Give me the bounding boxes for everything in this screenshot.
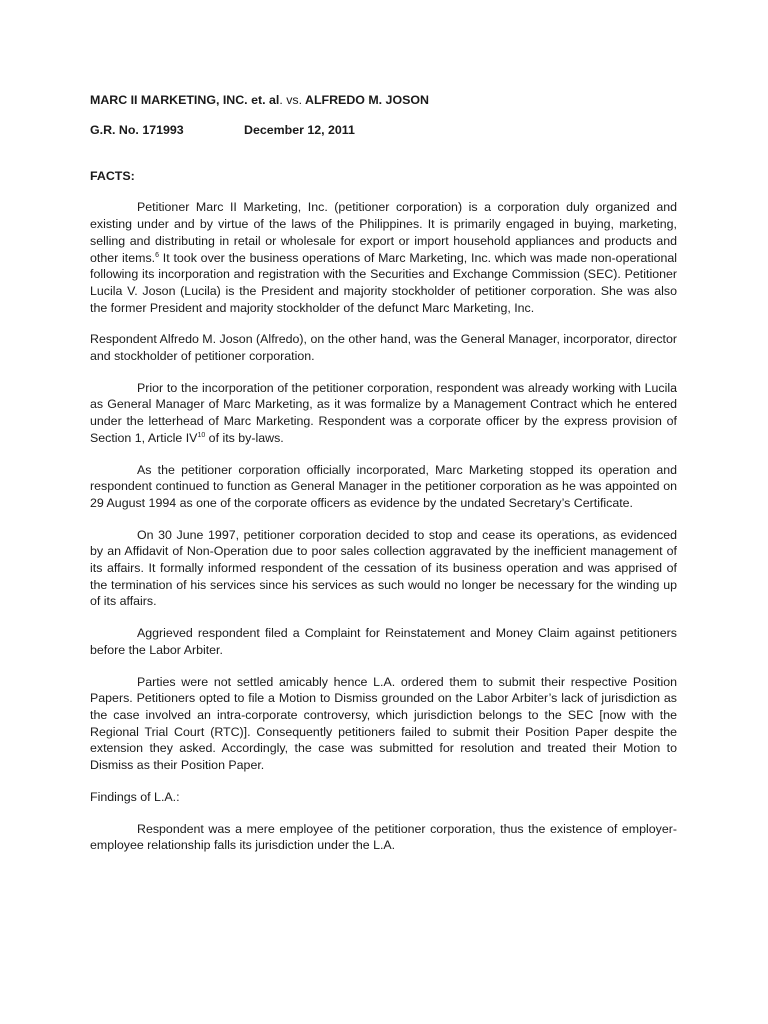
findings-heading: Findings of L.A.: [90,789,180,804]
paragraph-incorporated: As the petitioner corporation officially incorporated, Marc Marketing stopped its operation and respondent continued to function as General Manager in the petitioner corporation as he was appointed on 29 August 1994 as one of the corporate officers as evidence by the undated Secretary’s Certificate. [90,462,677,510]
footnote-ref: 6 [155,251,159,259]
paragraph-cessation: On 30 June 1997, petitioner corporation decided to stop and cease its operations, as evidenced by an Affidavit of Non-Operation due to poor sales collection aggravated by the inefficient management of its affairs. It formally informed respondent of the cessation of its business operation and was apprised of the termination of his services since his services as such would no longer be necessary for the winding up of its affairs. [90,527,677,609]
case-title [90,92,677,109]
case-reference [90,122,677,139]
case-title-petitioner: MARC II MARKETING, INC. et. al [90,93,280,107]
paragraph-position-papers: Parties were not settled amicably hence L.A. ordered them to submit their respective Position Papers. Petitioners opted to file a Motion to Dismiss grounded on the Labor Arbiter’s lack of jurisdiction as the case involved an intra-corporate controversy, which jurisdiction belongs to the SEC [now with the Regional Trial Court (RTC)]. Consequently petitioners failed to submit their Position Paper despite the extension they asked. Accordingly, the case was submitted for resolution and treated their Motion to Dismiss as their Position Paper. [90,674,677,773]
gr-number: G.R. No. 171993 [90,122,184,137]
paragraph-respondent: Respondent Alfredo M. Joson (Alfredo), on the other hand, was the General Manager, incorporator, director and stockholder of petitioner corporation. [90,332,677,364]
footnote-ref: 10 [197,431,206,439]
paragraph-petitioner: Petitioner Marc II Marketing, Inc. (petitioner corporation) is a corporation duly organized and existing under and by virtue of the laws of the Philippines. It is primarily engaged in buying, marketing, selling and distributing in retail or wholesale for export or import household appliances and products and other items.$^6$ It took over the business operations of Marc Marketing, Inc. which was made non-operational following its incorporation and registration with the Securities and Exchange Commission (SEC). Petitioner Lucila V. Joson (Lucila) is the President and majority stockholder of petitioner corporation. She was also the former President and majority stockholder of the defunct Marc Marketing, Inc. [90,200,677,315]
document-body [90,92,677,869]
facts-heading: FACTS: [90,168,135,183]
paragraph-findings: Respondent was a mere employee of the petitioner corporation, thus the existence of employer-employee relationship falls its jurisdiction under the L.A. [90,821,677,853]
paragraph-prior-incorporation: Prior to the incorporation of the petitioner corporation, respondent was already working with Lucila as General Manager of Marc Marketing, as it was formalize by a Management Contract which he entered under the letterhead of Marc Marketing. Respondent was a corporate officer by the express provision of Section 1, Article IV$^{10}$ of its by-laws. [90,380,677,445]
case-date: December 12, 2011 [244,122,355,137]
paragraph-complaint: Aggrieved respondent filed a Complaint for Reinstatement and Money Claim against petitioners before the Labor Arbiter. [90,626,677,657]
case-title-vs: . vs. [279,93,303,107]
case-title-respondent: ALFREDO M. JOSON [305,93,429,107]
